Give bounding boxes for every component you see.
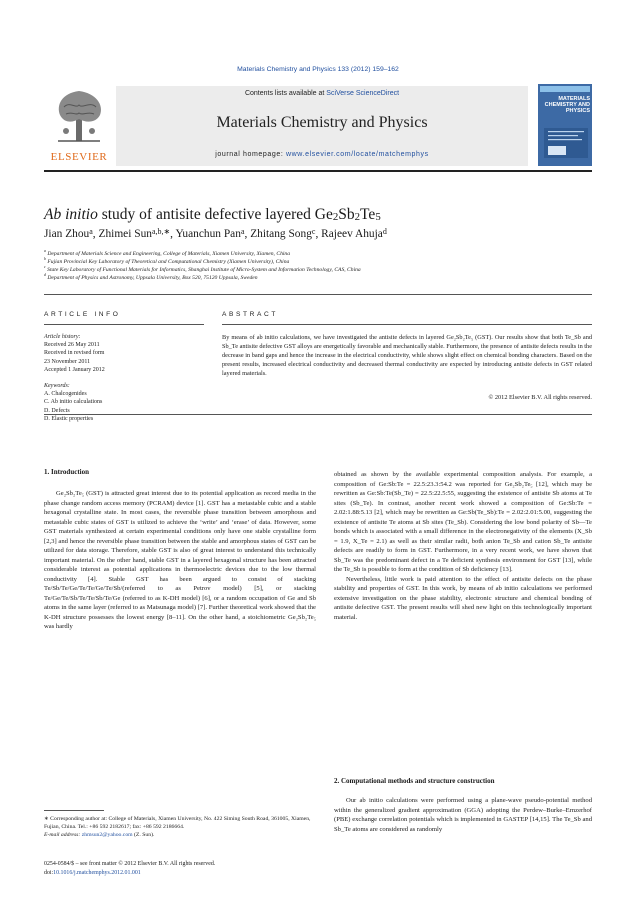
elsevier-tree-icon <box>50 87 108 145</box>
publisher-logo-text: ELSEVIER <box>50 151 108 163</box>
abstract-bottom-rule <box>44 414 592 415</box>
author-name[interactable]: Yuanchun Pan <box>175 228 241 240</box>
section-2-heading: 2. Computational methods and structure construction <box>334 777 495 785</box>
intro-paragraph: Ge₂Sb₂Te₅ (GST) is attracted great interest due to its potential application as record media in the phase change random access memory (PCRAM) device [1]. GST has a metastable cubic and a stable hexagonal crystalline state. In most cases, the reversible phase transition between amorphous and metastable cubic states of GST is utilized to achieve the ‘write’ and ‘erase’ of data. However, some GST materials synthesized at certain experimental conditions only have one stable crystalline form [2,3] and hence the reversible phase transition between the stable and amorphous states of GST can be utilized for data storage. Therefore, stable GST is also of great interest to understand this technically important material. On the other hand, stable GST in a layered hexagonal structure has been attracted considerable interest as potential applications in thermoelectric devices due to the low thermal conductivity [4]. Stable GST has been argued to consist of stacking Te/Sb/Te/Ge/Te/Te/Ge/Te/Sb/(referred to as Petrov model) [5], or stacking Te/Ge/Te/Sb/Te/Te/Sb/Te/Ge (referred to as K-DH model) [6], or a random occupation of Ge and Sb atoms in the same layer (referred to as Matsunaga model) [7]. Further theoretical work showed that the K-DH structure possesses the lowest energy [8–11]. On the other hand, a stoichiometric Ge₂Sb₂Te₅ was hardly <box>44 490 316 630</box>
abstract-heading: ABSTRACT <box>222 311 278 318</box>
title-te: Te <box>360 206 376 223</box>
footnote-text: ∗ Corresponding author at: College of Materials, Xiamen University, No. 422 Siming South Road, 361005, Xiamen, Fujian, China. Tel.: +86 592 2182617; fax: +86 592 2186664. <box>44 816 311 830</box>
journal-reference-link[interactable]: Materials Chemistry and Physics 133 (2012) 159–162 <box>237 66 399 73</box>
article-title <box>44 206 592 224</box>
journal-homepage-line <box>116 151 528 158</box>
keywords-label: Keywords: <box>44 383 70 390</box>
affiliation-text: Department of Physics and Astronomy, Uppsala University, Box 520, 75120 Uppsala, Sweden <box>47 275 258 281</box>
title-sub-2: 2 <box>354 211 361 223</box>
journal-title: Materials Chemistry and Physics <box>216 114 428 131</box>
header-rule <box>44 170 592 172</box>
abstract-rule <box>222 324 592 325</box>
author-affil-sup: a,b,∗ <box>151 227 171 236</box>
affiliation-sup: c <box>44 265 46 269</box>
history-item: Received 26 May 2011 <box>44 342 100 349</box>
keyword: A. Chalcogenides <box>44 391 87 398</box>
title-sb: Sb <box>338 206 355 223</box>
right-paragraph-1: obtained as shown by the available experimental composition analysis. For example, a composition of Ge:Sb:Te = 22.5:23.3:54.2 was reported for Ge₂Sb₂Te₅ [12], which may be rewritten as Ge:Sb:Te(Sb_Te) = 22.5:22.5:55, suggesting the existence of antisite Sb atoms at Te sites (Sb_Te). In contrast, another recent work showed a composition of Ge:Sb:Te = 2.02:1.88:5.13 [2], which may be rewritten as Ge:Sb(Te_Sb):Te = 2.02:2.01:5.00, suggesting the existence of antisite Te atoms at Sb sites (Te_Sb). Considering the low bond polarity of Sb—Te bonds which is associated with a small difference in the electronegativity of the elements (X_Sb = 1.9, X_Te = 2.1) as well as their similar radii, both anion Te_Sb and cation Sb_Te antisite defects are readily to form in GST. Furthermore, in a very recent work, we have shown that Sb_Te was the predominant defect in a Te deficient synthesis environment for GST [13], while the Te_Sb is possible to form at the condition of Sb deficiency [13]. <box>334 471 592 573</box>
affiliation <box>44 266 604 274</box>
contents-prefix: Contents lists available at <box>244 90 327 97</box>
right-column <box>334 470 592 622</box>
author-name[interactable]: Zhitang Song <box>250 228 312 240</box>
doi-prefix: doi: <box>44 870 54 876</box>
author-name[interactable]: Rajeev Ahuja <box>321 228 383 240</box>
abstract-copyright: © 2012 Elsevier B.V. All rights reserved. <box>488 394 592 401</box>
footer-metadata <box>44 860 364 878</box>
article-info-rule <box>44 324 204 325</box>
cover-graphic-icon <box>544 128 588 158</box>
section-2-text <box>334 796 592 834</box>
corresponding-author-footnote <box>44 815 316 839</box>
title-sub-1: 2 <box>332 211 339 223</box>
keyword: C. Ab initio calculations <box>44 399 103 406</box>
keyword: D. Defects <box>44 407 70 414</box>
section-2-paragraph: Our ab initio calculations were performed using a plane-wave pseudo-potential method within the generalized gradient approximation (GGA) adopting the Perdew–Burke–Ernzerhof (PBE) exchange correlation potentials which is implemented in GASTEP [14,15]. The Te_Sb and Sb_Te atoms are considered as randomly <box>334 797 592 833</box>
doi-link[interactable]: 10.1016/j.matchemphys.2012.01.001 <box>53 870 141 876</box>
history-item: Received in revised form <box>44 350 105 357</box>
affiliations <box>44 250 604 282</box>
title-text: study of antisite defective layered Ge <box>97 206 333 223</box>
author-affil-sup: d <box>382 227 387 236</box>
author-name[interactable]: Jian Zhou <box>44 228 90 240</box>
history-label: Article history: <box>44 334 81 340</box>
affiliation-text: State Key Laboratory of Functional Materials for Informatics, Shanghai Institute of Micro-System and Information Technology, CAS, China <box>47 267 361 273</box>
sciencedirect-link[interactable]: SciVerse ScienceDirect <box>326 90 400 97</box>
title-sub-3: 5 <box>375 211 381 223</box>
intro-heading: 1. Introduction <box>44 468 89 476</box>
article-info-heading: ARTICLE INFO <box>44 311 121 318</box>
affiliation-sup: a <box>44 249 46 253</box>
affiliation <box>44 274 604 282</box>
title-italic: Ab initio <box>44 206 98 223</box>
homepage-prefix: journal homepage: <box>215 151 286 158</box>
author-affil-sup: c <box>311 227 316 236</box>
right-paragraph-2: Nevertheless, little work is paid attention to the effect of antisite defects on the phase stability and properties of GST. In this work, by means of ab initio calculations we performed extensive investigation on the phase stability, electronic structure and chemical bonding of antisite defective GST. The present results will shed new light on this technologically important material. <box>334 575 592 621</box>
abstract-text: By means of ab initio calculations, we have investigated the antisite defects in layered Ge₂Sb₂Te₅ (GST). Our results show that both Te_Sb and Sb_Te antisite defective GST alloys are energetically favorable and mechanically stable. Furthermore, the presence of antisite defects results in the decrease in band gaps and hence the increase in the electrical conductivity, while shows slight effect on chemical bonding characters. Based on the present results, increased electrical conductivity and decreased thermal conductivity are expected by introducing antisite defects in GST related layered materials. <box>222 334 592 378</box>
affiliations-rule <box>44 294 592 295</box>
affiliation-sup: b <box>44 257 46 261</box>
affiliation <box>44 258 604 266</box>
affiliation <box>44 250 604 258</box>
issn-line: 0254-0584/$ – see front matter © 2012 Elsevier B.V. All rights reserved. <box>44 861 216 867</box>
author-email-link[interactable]: zhmsun2@yahoo.com <box>81 832 133 838</box>
history-item: Accepted 1 January 2012 <box>44 366 105 373</box>
author-affil-sup: a <box>240 227 245 236</box>
author-list: Jian Zhou$^a$, Zhimei Sun$^{a,b,∗}$, Yuanchun Pan$^a$, Zhitang Song$^c$, Rajeev Ahuja$^d$ <box>44 227 387 240</box>
email-label: E-mail address: <box>44 832 82 838</box>
cover-title: MATERIALS CHEMISTRY AND PHYSICS <box>544 96 590 114</box>
footnote-rule <box>44 810 104 811</box>
affiliation-text: Department of Materials Science and Engineering, College of Materials, Xiamen University, Xiamen, China <box>47 251 291 257</box>
author-name[interactable]: Zhimei Sun <box>98 228 152 240</box>
article-info <box>44 333 204 423</box>
cover-top-bar <box>540 86 590 92</box>
contents-line <box>116 90 528 97</box>
history-item: 23 November 2011 <box>44 358 91 365</box>
email-suffix: (Z. Sun). <box>132 832 155 838</box>
affiliation-text: Fujian Provincial Key Laboratory of Theoretical and Computational Chemistry (Xiamen University), China <box>47 259 290 265</box>
doi-line <box>44 869 364 878</box>
journal-homepage-link[interactable]: www.elsevier.com/locate/matchemphys <box>285 151 429 158</box>
keyword: D. Elastic properties <box>44 415 94 422</box>
left-column <box>44 489 316 632</box>
footnote-email-line <box>44 831 316 839</box>
author-affil-sup: a <box>89 227 93 236</box>
affiliation-sup: d <box>44 273 46 277</box>
